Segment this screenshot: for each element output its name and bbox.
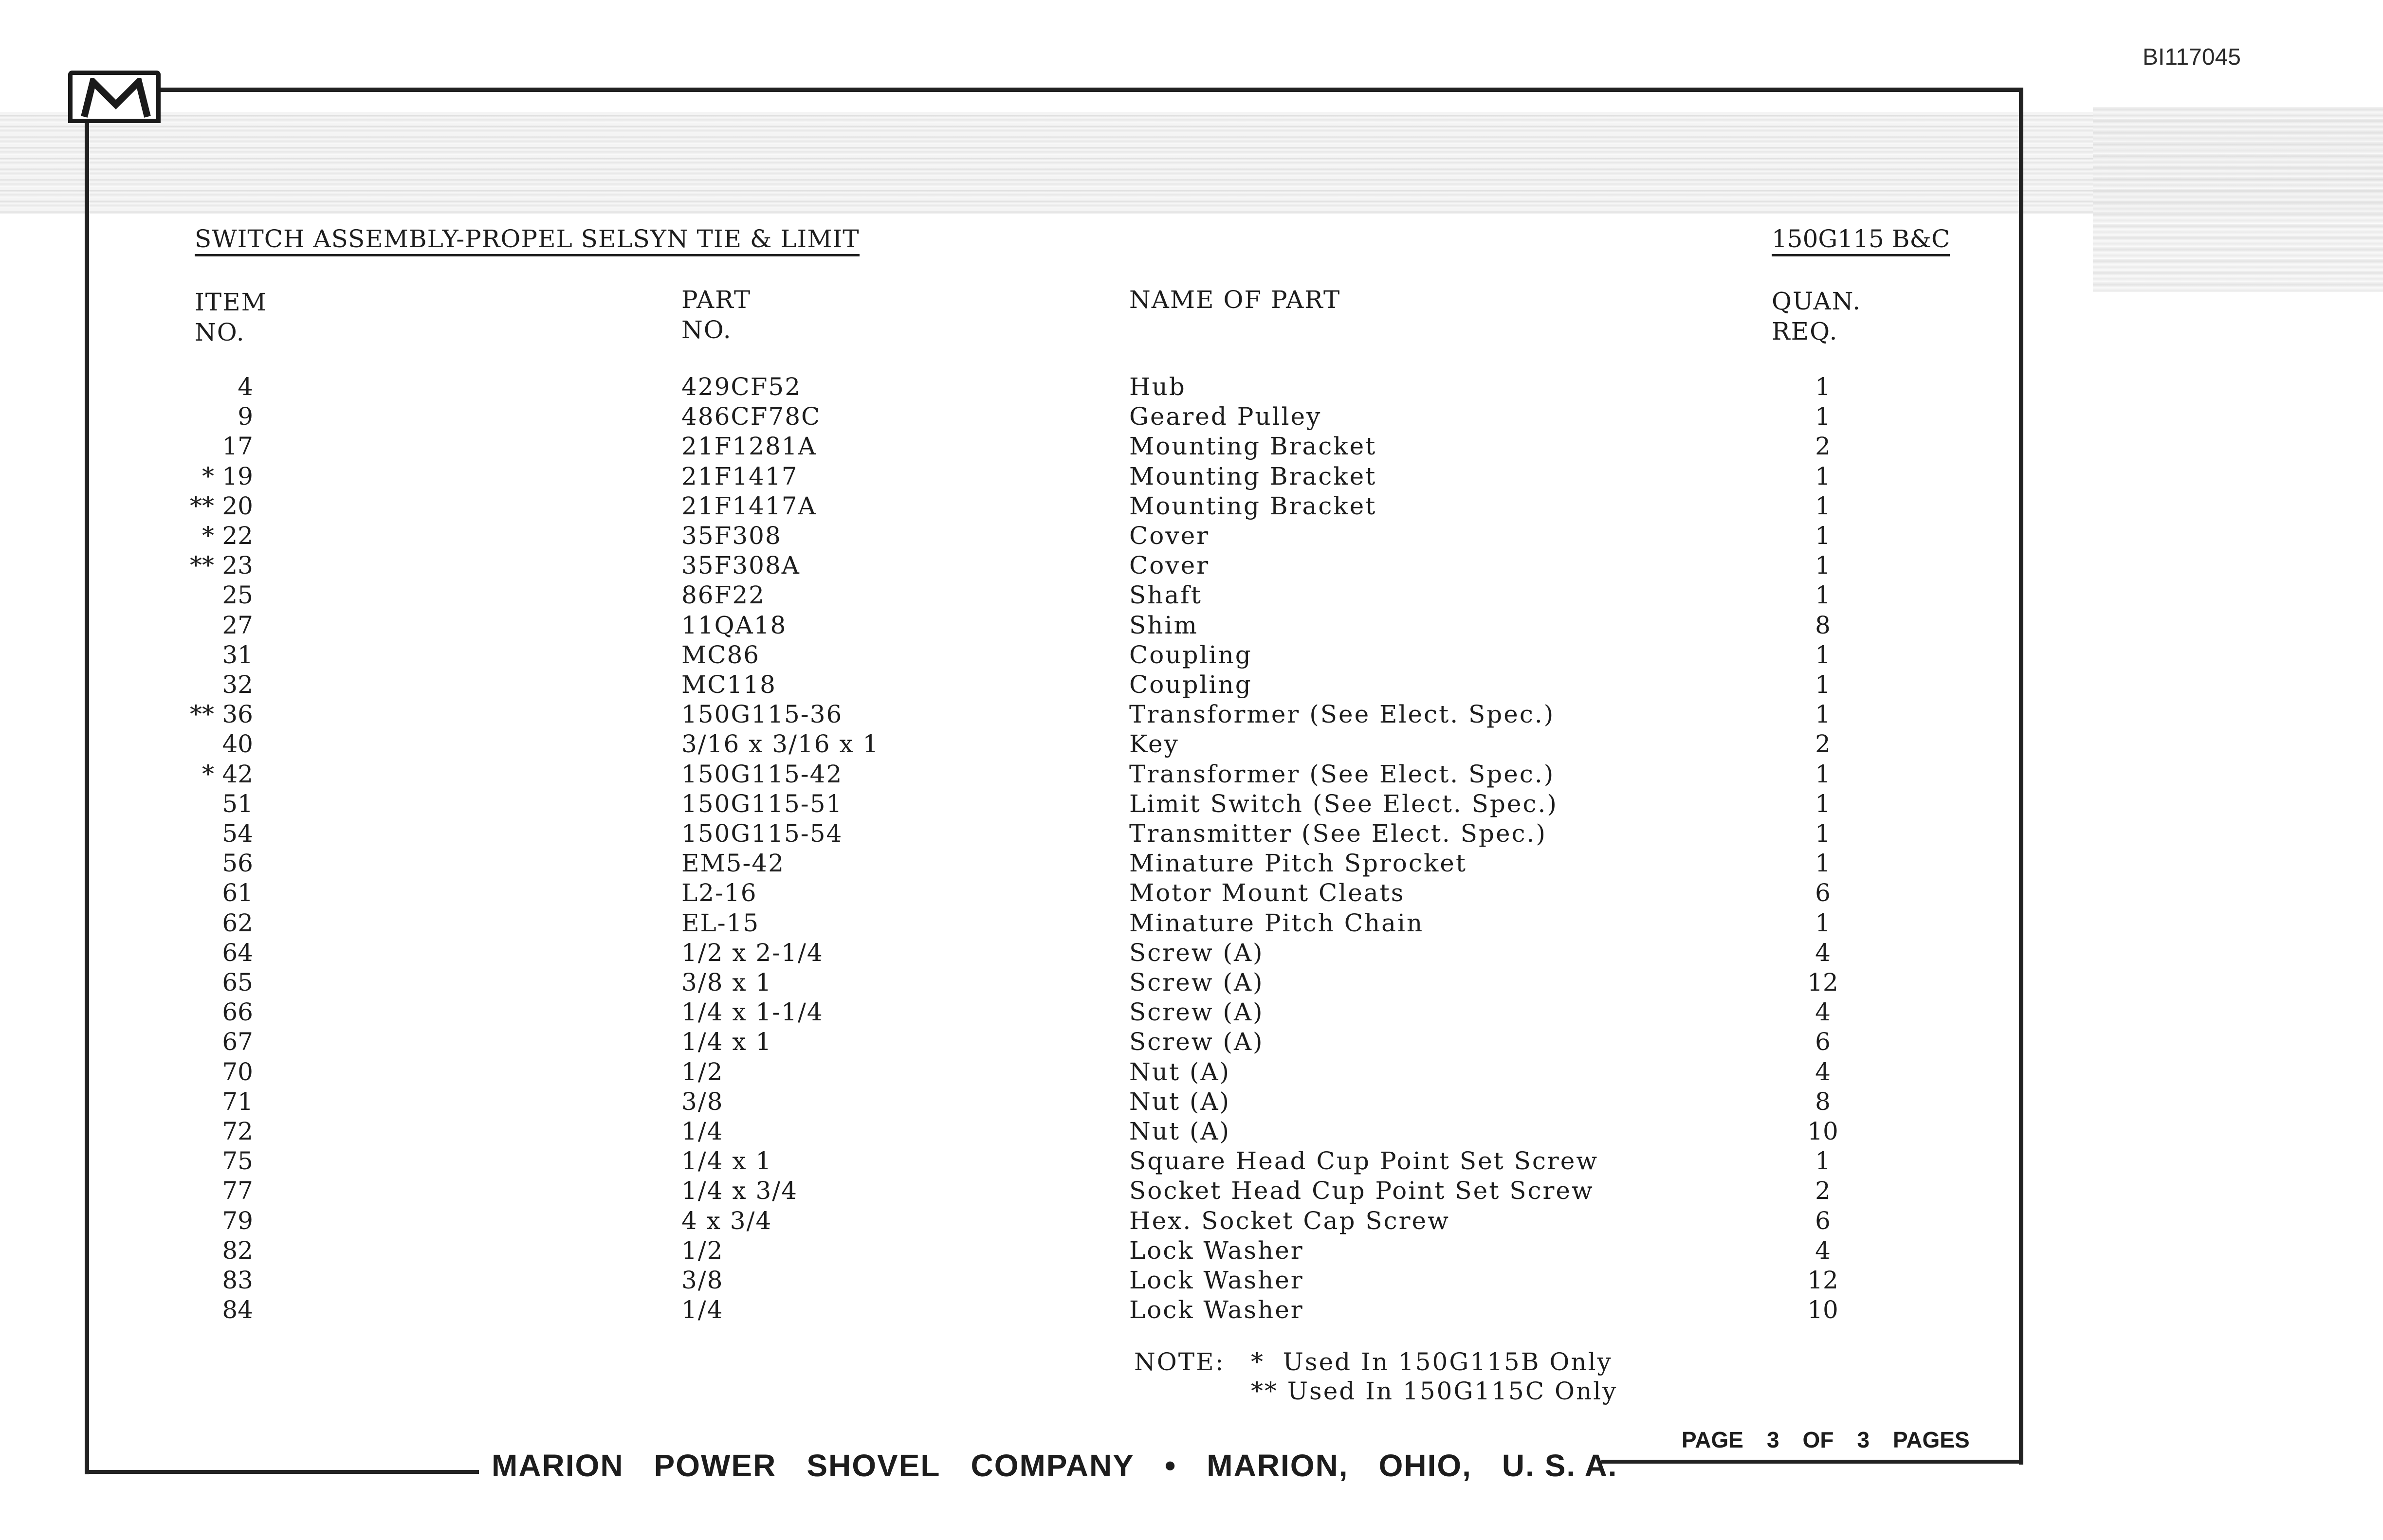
row-quantity: 10: [1807, 1296, 1838, 1324]
row-quantity: 1: [1815, 789, 1831, 818]
footer-word: MARION: [492, 1448, 624, 1483]
table-row: [0, 1295, 2383, 1325]
page-total: 3: [1857, 1427, 1870, 1452]
row-part-name: Screw (A): [1129, 1028, 1264, 1056]
row-quantity: 1: [1815, 640, 1831, 669]
table-row: [0, 402, 2383, 432]
page-label: PAGE: [1682, 1427, 1743, 1452]
row-quantity: 1: [1815, 581, 1831, 610]
footer-word: COMPANY: [971, 1448, 1135, 1483]
row-part-name: Motor Mount Cleats: [1129, 879, 1405, 907]
row-item-no: 23: [222, 551, 253, 580]
row-part-no: EM5-42: [681, 849, 785, 878]
marion-logo: [68, 71, 161, 123]
row-quantity: 6: [1815, 1028, 1831, 1056]
table-row: [0, 968, 2383, 997]
row-part-no: 3/8: [681, 1087, 724, 1116]
row-item-no: 42: [222, 760, 253, 788]
table-row: [0, 670, 2383, 700]
row-quantity: 1: [1815, 819, 1831, 848]
row-footnote-mark: **: [190, 491, 214, 520]
row-quantity: 1: [1815, 462, 1831, 490]
row-quantity: 1: [1815, 551, 1831, 580]
table-row: [0, 819, 2383, 849]
row-item-no: 17: [222, 432, 253, 461]
row-quantity: 1: [1815, 1147, 1831, 1176]
row-quantity: 1: [1815, 522, 1831, 550]
table-row: [0, 611, 2383, 640]
row-item-no: 75: [222, 1147, 253, 1176]
row-part-no: 1/2: [681, 1057, 724, 1086]
table-row: [0, 938, 2383, 968]
frame-top-border: [156, 88, 2023, 92]
table-row: [0, 580, 2383, 610]
table-row: [0, 1027, 2383, 1057]
row-part-name: Transmitter (See Elect. Spec.): [1129, 819, 1547, 848]
row-part-name: Screw (A): [1129, 998, 1264, 1027]
row-part-no: MC118: [681, 670, 776, 699]
page-current: 3: [1766, 1427, 1779, 1452]
row-quantity: 2: [1815, 432, 1831, 461]
row-quantity: 4: [1815, 1057, 1831, 1086]
row-part-name: Screw (A): [1129, 968, 1264, 996]
table-row: [0, 1176, 2383, 1206]
row-item-no: 61: [222, 879, 253, 907]
row-part-no: 1/2 x 2-1/4: [681, 938, 824, 967]
note-line-2: ** Used In 150G115C Only: [1251, 1377, 1618, 1405]
row-part-no: 1/4: [681, 1117, 724, 1145]
scan-noise-band: [0, 112, 2383, 214]
table-row: [0, 521, 2383, 551]
row-item-no: 77: [222, 1177, 253, 1205]
row-quantity: 1: [1815, 849, 1831, 878]
row-item-no: 31: [222, 640, 253, 669]
table-row: [0, 1206, 2383, 1236]
row-item-no: 25: [222, 581, 253, 610]
header-item: [195, 287, 267, 347]
row-part-name: Mounting Bracket: [1129, 491, 1377, 520]
row-part-name: Minature Pitch Chain: [1129, 908, 1424, 937]
row-part-no: 1/4 x 1-1/4: [681, 998, 824, 1027]
row-part-no: 21F1417A: [681, 491, 817, 520]
table-row: [0, 491, 2383, 521]
header-part-line2: NO.: [681, 316, 732, 344]
row-part-no: 150G115-36: [681, 700, 843, 729]
header-name: [1129, 285, 1340, 315]
row-item-no: 70: [222, 1057, 253, 1086]
row-quantity: 1: [1815, 760, 1831, 788]
document-title: SWITCH ASSEMBLY-PROPEL SELSYN TIE & LIMIT: [195, 225, 860, 256]
row-item-no: 51: [222, 789, 253, 818]
row-item-no: 9: [238, 402, 253, 431]
page-of-label: OF: [1802, 1427, 1834, 1452]
row-part-no: 150G115-42: [681, 760, 843, 788]
row-part-no: 21F1281A: [681, 432, 817, 461]
pages-label: PAGES: [1893, 1427, 1970, 1452]
row-part-name: Cover: [1129, 551, 1210, 580]
table-row: [0, 908, 2383, 938]
row-part-no: 21F1417: [681, 462, 798, 490]
row-quantity: 10: [1807, 1117, 1838, 1145]
table-row: [0, 997, 2383, 1027]
row-footnote-mark: *: [202, 462, 214, 490]
row-part-name: Key: [1129, 730, 1179, 759]
row-item-no: 19: [222, 462, 253, 490]
footer-word: POWER: [654, 1448, 777, 1483]
table-row: [0, 640, 2383, 670]
row-item-no: 71: [222, 1087, 253, 1116]
row-item-no: 27: [222, 611, 253, 639]
row-quantity: 2: [1815, 730, 1831, 759]
row-part-name: Limit Switch (See Elect. Spec.): [1129, 789, 1558, 818]
row-part-no: 11QA18: [681, 611, 787, 639]
header-item-line2: NO.: [195, 318, 245, 346]
table-row: [0, 1057, 2383, 1087]
header-qty-line2: REQ.: [1772, 317, 1838, 345]
row-part-no: 35F308: [681, 522, 782, 550]
row-quantity: 1: [1815, 908, 1831, 937]
row-part-name: Nut (A): [1129, 1087, 1231, 1116]
row-part-no: L2-16: [681, 879, 757, 907]
row-quantity: 6: [1815, 1206, 1831, 1235]
row-item-no: 54: [222, 819, 253, 848]
row-item-no: 22: [222, 522, 253, 550]
row-part-name: Socket Head Cup Point Set Screw: [1129, 1177, 1594, 1205]
row-part-no: 150G115-54: [681, 819, 843, 848]
row-part-name: Lock Washer: [1129, 1266, 1304, 1294]
row-item-no: 79: [222, 1206, 253, 1235]
row-quantity: 8: [1815, 611, 1831, 639]
row-quantity: 2: [1815, 1177, 1831, 1205]
row-quantity: 1: [1815, 700, 1831, 729]
note-line-1: * Used In 150G115B Only: [1251, 1348, 1613, 1376]
row-quantity: 12: [1807, 968, 1838, 996]
row-part-no: 3/8: [681, 1266, 724, 1294]
table-row: [0, 878, 2383, 908]
row-part-name: Coupling: [1129, 640, 1252, 669]
frame-bottom-border-right: [1601, 1460, 2023, 1464]
footer-bullet: •: [1164, 1448, 1177, 1483]
row-part-name: Minature Pitch Sprocket: [1129, 849, 1467, 878]
footer-word: U. S. A.: [1502, 1448, 1618, 1483]
header-qty-line1: QUAN.: [1772, 287, 1862, 315]
model-number: 150G115 B&C: [1772, 225, 1950, 256]
row-quantity: 4: [1815, 938, 1831, 967]
row-item-no: 67: [222, 1028, 253, 1056]
header-name-line1: NAME OF PART: [1129, 286, 1341, 314]
row-item-no: 62: [222, 908, 253, 937]
row-part-no: 4 x 3/4: [681, 1206, 772, 1235]
row-quantity: 1: [1815, 402, 1831, 431]
row-part-name: Transformer (See Elect. Spec.): [1129, 760, 1555, 788]
row-part-name: Geared Pulley: [1129, 402, 1322, 431]
row-item-no: 56: [222, 849, 253, 878]
logo-m-icon: [79, 78, 152, 119]
page-indicator: [1682, 1427, 1993, 1453]
frame-bottom-border-left: [85, 1470, 479, 1474]
row-quantity: 1: [1815, 373, 1831, 401]
row-part-name: Mounting Bracket: [1129, 462, 1377, 490]
table-row: [0, 551, 2383, 580]
table-row: [0, 1236, 2383, 1266]
document-id: BI117045: [2143, 44, 2241, 70]
note-label: NOTE:: [1134, 1348, 1225, 1376]
table-row: [0, 1146, 2383, 1176]
header-part-line1: PART: [681, 286, 752, 314]
row-item-no: 82: [222, 1236, 253, 1265]
row-quantity: 6: [1815, 879, 1831, 907]
row-part-no: 3/8 x 1: [681, 968, 772, 996]
row-part-name: Shaft: [1129, 581, 1202, 610]
table-row: [0, 1087, 2383, 1117]
row-part-name: Cover: [1129, 522, 1210, 550]
row-footnote-mark: **: [190, 551, 214, 580]
row-part-name: Hub: [1129, 373, 1186, 401]
row-part-no: 1/2: [681, 1236, 724, 1265]
table-row: [0, 462, 2383, 491]
row-footnote-mark: *: [202, 760, 214, 788]
row-part-name: Hex. Socket Cap Screw: [1129, 1206, 1450, 1235]
row-part-name: Nut (A): [1129, 1057, 1231, 1086]
row-item-no: 4: [238, 373, 253, 401]
header-qty: [1772, 286, 1861, 346]
table-row: [0, 849, 2383, 878]
company-footer: [492, 1448, 1648, 1484]
row-quantity: 1: [1815, 670, 1831, 699]
header-part: [681, 285, 751, 345]
row-part-name: Coupling: [1129, 670, 1252, 699]
row-item-no: 66: [222, 998, 253, 1027]
row-item-no: 32: [222, 670, 253, 699]
row-part-name: Lock Washer: [1129, 1296, 1304, 1324]
table-row: [0, 700, 2383, 729]
scan-noise-band-right: [2093, 107, 2383, 292]
row-item-no: 64: [222, 938, 253, 967]
row-part-no: 86F22: [681, 581, 765, 610]
footer-word: OHIO,: [1378, 1448, 1472, 1483]
row-part-no: 35F308A: [681, 551, 800, 580]
row-item-no: 36: [222, 700, 253, 729]
table-row: [0, 432, 2383, 461]
footer-word: MARION,: [1207, 1448, 1349, 1483]
row-footnote-mark: *: [202, 522, 214, 550]
header-item-line1: ITEM: [195, 288, 267, 316]
row-item-no: 83: [222, 1266, 253, 1294]
row-footnote-mark: **: [190, 700, 214, 729]
row-quantity: 4: [1815, 998, 1831, 1027]
table-row: [0, 1266, 2383, 1295]
table-row: [0, 1117, 2383, 1146]
row-part-no: 1/4 x 1: [681, 1147, 772, 1176]
row-part-no: 1/4 x 3/4: [681, 1177, 798, 1205]
row-part-name: Square Head Cup Point Set Screw: [1129, 1147, 1599, 1176]
row-item-no: 40: [222, 730, 253, 759]
row-part-name: Screw (A): [1129, 938, 1264, 967]
table-row: [0, 372, 2383, 402]
table-row: [0, 729, 2383, 759]
row-quantity: 1: [1815, 491, 1831, 520]
row-item-no: 72: [222, 1117, 253, 1145]
row-part-name: Lock Washer: [1129, 1236, 1304, 1265]
row-part-name: Shim: [1129, 611, 1198, 639]
row-part-name: Mounting Bracket: [1129, 432, 1377, 461]
row-item-no: 65: [222, 968, 253, 996]
row-quantity: 4: [1815, 1236, 1831, 1265]
row-part-no: MC86: [681, 640, 760, 669]
row-item-no: 20: [222, 491, 253, 520]
row-part-no: EL-15: [681, 908, 760, 937]
row-part-name: Transformer (See Elect. Spec.): [1129, 700, 1555, 729]
row-part-no: 429CF52: [681, 373, 802, 401]
row-part-no: 486CF78C: [681, 402, 821, 431]
footer-word: SHOVEL: [807, 1448, 941, 1483]
table-row: [0, 760, 2383, 789]
row-part-no: 150G115-51: [681, 789, 843, 818]
row-quantity: 12: [1807, 1266, 1838, 1294]
row-part-no: 1/4: [681, 1296, 724, 1324]
table-row: [0, 789, 2383, 819]
row-quantity: 8: [1815, 1087, 1831, 1116]
row-item-no: 84: [222, 1296, 253, 1324]
row-part-no: 3/16 x 3/16 x 1: [681, 730, 880, 759]
row-part-no: 1/4 x 1: [681, 1028, 772, 1056]
row-part-name: Nut (A): [1129, 1117, 1231, 1145]
